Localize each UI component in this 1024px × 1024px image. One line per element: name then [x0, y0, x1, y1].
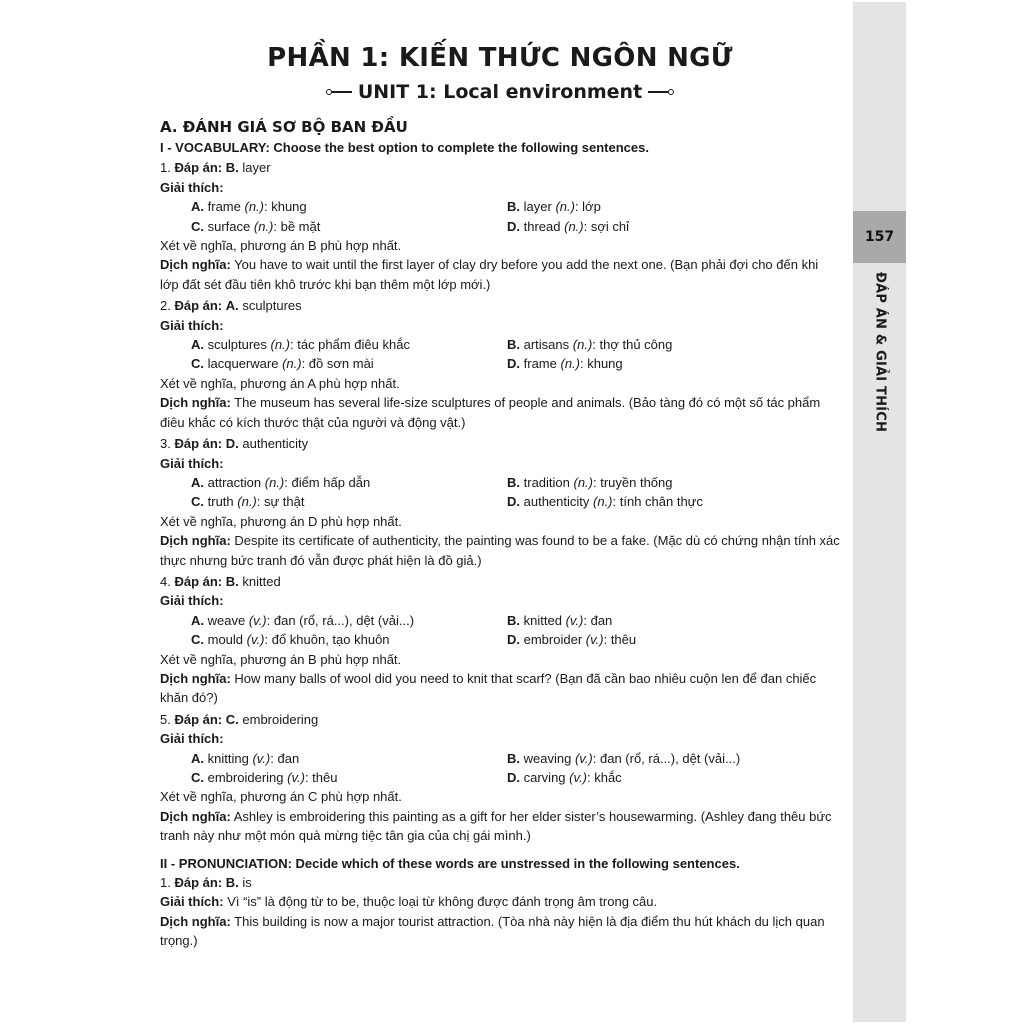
right-ornament-icon: [648, 89, 674, 95]
answer-label: Đáp án:: [174, 160, 223, 176]
option-item: [191, 630, 507, 649]
translate-text: Despite its certificate of authenticity, the painting was found to be a fake. (Mặc dù có chứng nhận tính xác thực nhưng bức tranh đó vẫn được phát hiện là đồ giả.): [160, 533, 840, 568]
option-meaning: : thêu: [304, 770, 338, 785]
option-letter: A.: [191, 750, 204, 766]
option-pos: (n.): [253, 218, 274, 234]
answer-word: layer: [242, 160, 271, 176]
answer-letter: C.: [225, 711, 239, 727]
option-letter: A.: [191, 199, 204, 215]
option-meaning: : khắc: [586, 770, 622, 785]
translation-line: [160, 255, 840, 294]
page-number: 157: [853, 211, 906, 263]
explain-label: Giải thích:: [160, 179, 224, 195]
conclusion-line: Xét về nghĩa, phương án B phù hợp nhất.: [160, 651, 402, 667]
answer-letter: B.: [225, 160, 239, 176]
option-pos: (v.): [565, 612, 584, 628]
option-item: [191, 217, 507, 236]
question-number: 4.: [160, 573, 171, 589]
option-letter: C.: [191, 218, 204, 234]
option-meaning: : khung: [263, 199, 307, 215]
option-meaning: : sợi chỉ: [583, 218, 629, 234]
option-word: artisans: [523, 337, 570, 353]
option-item: [507, 492, 840, 511]
option-letter: A.: [191, 337, 204, 353]
option-item: [191, 768, 507, 787]
option-item: [507, 217, 840, 236]
translation-line: [160, 807, 840, 846]
translate-label: Dịch nghĩa:: [160, 533, 231, 549]
option-letter: B.: [507, 474, 520, 490]
option-meaning: : đan (rổ, rá...), dệt (vải...): [266, 612, 415, 628]
unit-title: UNIT 1: Local environment: [357, 81, 643, 103]
option-word: truth: [207, 494, 234, 510]
option-pos: (n.): [593, 494, 613, 510]
option-word: frame: [523, 356, 557, 372]
option-item: [507, 749, 840, 768]
conclusion-line: Xét về nghĩa, phương án A phù hợp nhất.: [160, 375, 400, 391]
option-pos: (v.): [248, 612, 267, 628]
option-pos: (n.): [564, 218, 584, 234]
option-word: thread: [523, 218, 561, 234]
option-word: tradition: [523, 474, 570, 490]
answer-letter: B.: [225, 573, 239, 589]
option-letter: C.: [191, 494, 204, 510]
question-number: 3.: [160, 436, 171, 452]
explain-label: Giải thích:: [160, 593, 224, 609]
answer-label: Đáp án:: [174, 573, 223, 589]
pron-translation: [160, 912, 840, 951]
pronunciation-title: II - PRONUNCIATION: Decide which of these words are unstressed in the following sentences.: [160, 855, 740, 871]
pron-answer-word: is: [242, 875, 252, 891]
answer-line: [160, 710, 840, 729]
option-pos: (v.): [574, 750, 593, 766]
pron-answer-line: [160, 873, 840, 892]
translate-text: The museum has several life-size sculptures of people and animals. (Bảo tàng đó có một số tác phẩm điêu khắc có kích thước thật của người và động vật.): [160, 395, 821, 430]
option-meaning: : điểm hấp dẫn: [284, 474, 371, 490]
explain-label: Giải thích:: [160, 455, 224, 471]
translation-line: [160, 531, 840, 570]
option-pos: (v.): [252, 750, 271, 766]
option-letter: C.: [191, 770, 204, 785]
translate-label: Dịch nghĩa:: [160, 395, 231, 411]
translate-text: You have to wait until the first layer of clay dry before you add the next one. (Bạn phải đợi cho đến khi lớp đất sét đầu tiên khô trước khi bạn thêm một lớp mới.): [160, 257, 819, 292]
answer-word: sculptures: [242, 298, 302, 314]
option-word: mould: [207, 632, 244, 648]
option-item: [507, 768, 840, 787]
option-item: [507, 630, 840, 649]
option-word: lacquerware: [207, 356, 279, 372]
option-meaning: : thêu: [603, 632, 637, 648]
page-content: [160, 40, 840, 951]
answer-letter: A.: [225, 298, 239, 314]
answer-label: Đáp án:: [174, 436, 223, 452]
translate-text: Ashley is embroidering this painting as a gift for her elder sister’s housewarming. (Ashley đang thêu bức tranh này như một món quà mừng tiệc tân gia của chị gái mình.): [160, 808, 832, 844]
option-letter: A.: [191, 612, 204, 628]
answer-label: Đáp án:: [174, 711, 223, 727]
answer-word: authenticity: [242, 436, 309, 452]
option-letter: D.: [507, 356, 520, 372]
question-number: 2.: [160, 298, 171, 314]
option-word: layer: [523, 199, 552, 215]
answer-line: [160, 296, 840, 315]
option-item: [507, 197, 840, 216]
pron-explain-text: Vì “is” là động từ to be, thuộc loại từ không được đánh trọng âm trong câu.: [227, 894, 658, 910]
option-pos: (n.): [244, 199, 264, 215]
translation-line: [160, 393, 840, 432]
option-pos: (v.): [287, 770, 305, 785]
option-letter: A.: [191, 474, 204, 490]
answer-word: knitted: [242, 573, 281, 589]
chapter-side-label: ĐÁP ÁN & GIẢI THÍCH: [872, 271, 888, 433]
option-letter: B.: [507, 750, 520, 766]
option-pos: (n.): [237, 494, 257, 510]
option-pos: (n.): [572, 337, 593, 353]
option-word: embroider: [523, 632, 583, 648]
answer-label: Đáp án:: [174, 298, 223, 314]
option-word: knitted: [523, 612, 562, 628]
option-meaning: : đổ khuôn, tạo khuôn: [264, 632, 390, 648]
option-pos: (n.): [573, 474, 593, 490]
option-item: [191, 473, 507, 492]
option-item: [191, 611, 507, 630]
option-item: [507, 335, 840, 354]
option-meaning: : khung: [579, 356, 623, 372]
option-word: surface: [207, 218, 251, 234]
pron-explanation: [160, 892, 840, 911]
option-meaning: : đồ sơn mài: [301, 356, 374, 372]
translate-label: Dịch nghĩa:: [160, 257, 231, 273]
option-meaning: : bề mặt: [273, 218, 321, 234]
answer-line: [160, 572, 840, 591]
option-item: [191, 335, 507, 354]
option-meaning: : đan: [583, 612, 613, 628]
translate-text: How many balls of wool did you need to knit that scarf? (Bạn đã cần bao nhiêu cuộn len để đan chiếc khăn đó?): [160, 670, 817, 706]
option-word: sculptures: [207, 337, 267, 353]
pron-translate-text: This building is now a major tourist attraction. (Tòa nhà này hiện là địa điểm thu hút khách du lịch quan trọng.): [160, 913, 825, 949]
unit-heading: [160, 76, 840, 108]
option-word: frame: [207, 199, 241, 215]
option-letter: B.: [507, 199, 520, 215]
option-meaning: : thợ thủ công: [592, 337, 673, 353]
option-letter: D.: [507, 632, 520, 648]
option-letter: C.: [191, 632, 204, 648]
option-meaning: : tính chân thực: [612, 494, 703, 510]
answer-word: embroidering: [242, 711, 319, 727]
translate-label: Dịch nghĩa:: [160, 670, 231, 686]
option-pos: (n.): [282, 356, 302, 372]
option-letter: B.: [507, 337, 520, 353]
option-pos: (n.): [270, 337, 290, 353]
option-item: [191, 492, 507, 511]
option-word: carving: [523, 770, 566, 785]
pron-translate-label: Dịch nghĩa:: [160, 913, 231, 929]
option-word: embroidering: [207, 770, 284, 785]
options-grid: [160, 611, 840, 650]
chapter-sidebar: [853, 2, 906, 1022]
option-pos: (n.): [264, 474, 285, 490]
options-grid: [160, 197, 840, 236]
pron-answer-label: Đáp án:: [174, 875, 223, 891]
option-letter: C.: [191, 356, 204, 372]
option-word: knitting: [207, 750, 249, 766]
option-pos: (n.): [560, 356, 580, 372]
translate-label: Dịch nghĩa:: [160, 808, 231, 824]
option-pos: (v.): [246, 632, 265, 648]
conclusion-line: Xét về nghĩa, phương án C phù hợp nhất.: [160, 789, 402, 805]
option-meaning: : sự thật: [256, 494, 305, 510]
option-meaning: : lớp: [574, 199, 601, 215]
explain-label: Giải thích:: [160, 731, 224, 747]
option-pos: (v.): [585, 632, 604, 648]
question-block: [160, 296, 840, 432]
vocabulary-questions: [160, 158, 840, 845]
question-block: [160, 710, 840, 846]
question-number: 1.: [160, 160, 171, 176]
option-pos: (v.): [569, 770, 587, 785]
pron-explain-label: Giải thích:: [160, 894, 224, 910]
option-word: attraction: [207, 474, 262, 490]
question-block: [160, 572, 840, 708]
options-grid: [160, 473, 840, 512]
option-pos: (n.): [555, 199, 575, 215]
option-meaning: : đan (rổ, rá...), dệt (vải...): [592, 750, 741, 766]
option-letter: B.: [507, 612, 520, 628]
option-item: [507, 473, 840, 492]
option-word: weave: [207, 612, 246, 628]
conclusion-line: Xét về nghĩa, phương án D phù hợp nhất.: [160, 513, 402, 529]
question-block: [160, 434, 840, 570]
options-grid: [160, 335, 840, 374]
conclusion-line: Xét về nghĩa, phương án B phù hợp nhất.: [160, 238, 402, 254]
part-title: PHẦN 1: KIẾN THỨC NGÔN NGỮ: [267, 43, 733, 73]
options-grid: [160, 749, 840, 788]
question-block: [160, 158, 840, 294]
option-meaning: : đan: [270, 750, 300, 766]
option-letter: D.: [507, 770, 520, 785]
option-meaning: : tác phẩm điêu khắc: [290, 337, 410, 353]
answer-line: [160, 434, 840, 453]
option-item: [191, 354, 507, 373]
question-number: 5.: [160, 711, 171, 727]
pron-question-number: 1.: [160, 875, 171, 891]
pron-answer-letter: B.: [225, 875, 239, 891]
option-letter: D.: [507, 218, 520, 234]
option-word: authenticity: [523, 494, 590, 510]
answer-line: [160, 158, 840, 177]
option-letter: D.: [507, 494, 520, 510]
left-ornament-icon: [326, 89, 352, 95]
option-item: [191, 197, 507, 216]
option-item: [507, 354, 840, 373]
explain-label: Giải thích:: [160, 317, 224, 333]
option-word: weaving: [523, 750, 572, 766]
option-meaning: : truyền thống: [593, 474, 673, 490]
translation-line: [160, 669, 840, 708]
vocabulary-title: I - VOCABULARY: Choose the best option to complete the following sentences.: [160, 140, 649, 155]
section-a-title: A. ĐÁNH GIÁ SƠ BỘ BAN ĐẦU: [160, 118, 408, 136]
option-item: [191, 749, 507, 768]
option-item: [507, 611, 840, 630]
answer-letter: D.: [225, 436, 239, 452]
